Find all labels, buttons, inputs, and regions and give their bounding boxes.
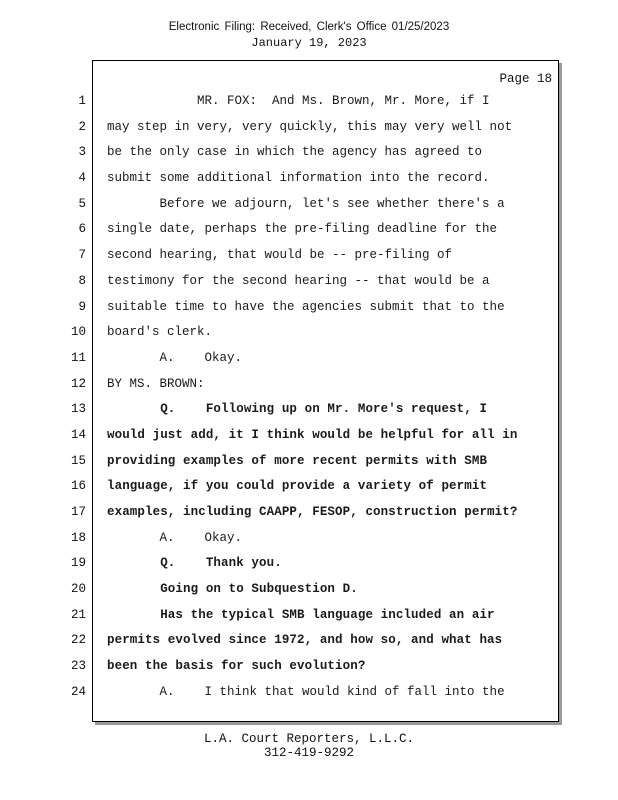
- line-number: 23: [70, 659, 86, 674]
- transcript-line: providing examples of more recent permits with SMB: [107, 453, 488, 468]
- line-number: 12: [70, 376, 86, 391]
- line-number: 14: [70, 427, 86, 442]
- transcript-line: single date, perhaps the pre-filing deadline for the: [107, 222, 498, 237]
- filing-stamp: Electronic Filing: Received, Clerk's Office 01/25/2023: [168, 21, 450, 33]
- transcript-line: permits evolved since 1972, and how so, and what has: [107, 633, 503, 648]
- transcript-line: A. Okay.: [107, 530, 243, 545]
- filing-header: [0, 19, 618, 51]
- transcript-line: Before we adjourn, let's see whether there's a: [107, 196, 505, 211]
- transcript-line: would just add, it I think would be helpful for all in: [107, 427, 518, 442]
- line-number: 1: [78, 94, 86, 108]
- line-number: 13: [70, 402, 86, 417]
- transcript-line: A. I think that would kind of fall into the: [107, 684, 505, 699]
- transcript-line: Q. Thank you.: [107, 556, 282, 571]
- line-number-column: [58, 89, 86, 706]
- line-number: 8: [78, 273, 86, 288]
- transcript-line: may step in very, very quickly, this may very well not: [107, 119, 513, 134]
- line-number: 3: [78, 145, 86, 160]
- transcript-line: testimony for the second hearing -- that would be a: [107, 273, 490, 288]
- line-number: 6: [78, 222, 86, 237]
- transcript-line: board's clerk.: [107, 325, 213, 340]
- line-number: 20: [70, 582, 86, 597]
- reporter-phone: 312-419-9292: [263, 746, 354, 760]
- line-number: 15: [70, 453, 86, 468]
- transcript-line: A. Okay.: [107, 350, 243, 365]
- line-number: 5: [78, 196, 86, 211]
- reporter-company: L.A. Court Reporters, L.L.C.: [203, 732, 415, 746]
- line-number: 18: [70, 530, 86, 545]
- line-number: 2: [78, 119, 86, 134]
- transcript-line: been the basis for such evolution?: [107, 659, 366, 674]
- line-number: 19: [70, 556, 86, 571]
- transcript-line: BY MS. BROWN:: [107, 376, 205, 391]
- transcript-text: [107, 89, 547, 706]
- transcript-line: second hearing, that would be -- pre-filing of: [107, 248, 453, 263]
- transcript-line: submit some additional information into the record.: [107, 171, 490, 186]
- line-number: 11: [70, 350, 86, 365]
- transcript-line: Q. Following up on Mr. More's request, I: [107, 402, 488, 417]
- line-number: 24: [70, 684, 86, 699]
- transcript-line: language, if you could provide a variety of permit: [107, 479, 488, 494]
- line-number: 9: [78, 299, 86, 314]
- line-number: 17: [70, 505, 86, 519]
- line-number: 16: [70, 479, 86, 494]
- transcript-date: January 19, 2023: [251, 36, 367, 50]
- transcript-line: be the only case in which the agency has agreed to: [107, 145, 483, 160]
- footer: [0, 732, 618, 760]
- transcript-line: Has the typical SMB language included an air: [107, 607, 495, 622]
- line-number: 22: [70, 633, 86, 648]
- line-number: 10: [70, 325, 86, 340]
- line-number: 21: [70, 607, 86, 622]
- line-number: 7: [78, 248, 86, 263]
- transcript-line: MR. FOX: And Ms. Brown, Mr. More, if I: [107, 94, 490, 108]
- page-number: Page 18: [499, 72, 552, 86]
- transcript-line: suitable time to have the agencies submit that to the: [107, 299, 505, 314]
- line-number: 4: [78, 171, 86, 186]
- transcript-line: examples, including CAAPP, FESOP, construction permit?: [107, 505, 518, 519]
- transcript-line: Going on to Subquestion D.: [107, 582, 358, 597]
